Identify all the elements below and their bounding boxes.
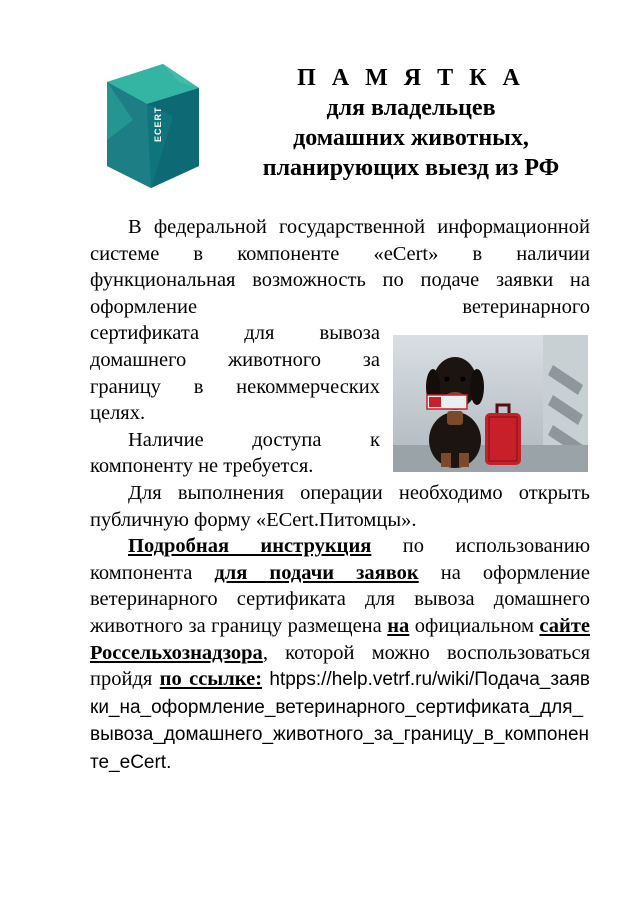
memo-subtitle-line-3: планирующих выезд из РФ bbox=[262, 155, 560, 181]
paragraph-1-continued: сертификата для вывоза домашнего животного за границу в некоммерческих целях. bbox=[90, 322, 380, 425]
paragraph-4-text-3: официальном bbox=[409, 614, 540, 637]
paragraph-3: Для выполнения операции необходимо открыть публичную форму «ECert.Питомцы». bbox=[90, 481, 590, 531]
memo-body bbox=[90, 214, 590, 776]
paragraph-4-text-4: , которой можно воспользоваться пройдя bbox=[90, 641, 590, 691]
ecert-cube-icon bbox=[103, 60, 199, 190]
memo-header bbox=[232, 63, 590, 183]
memo-title: П А М Я Т К А bbox=[297, 65, 525, 91]
rosselkhoznadzor-site-link[interactable]: сайте Россельхознадзора bbox=[90, 614, 590, 664]
memo-subtitle-line-2: домашних животных, bbox=[293, 125, 529, 151]
instruction-url[interactable]: htpps://help.vetrf.ru/wiki/Подача_заявки_на_оформление_ветеринарного_сертификата_для_вывоза_домашнего_животного_за_границу_в_компоненте_eCert. bbox=[90, 669, 590, 773]
paragraph-4 bbox=[90, 533, 590, 776]
on-link[interactable]: на bbox=[387, 614, 410, 637]
paragraph-1: В федеральной государственной информационной системе в компоненте «eCert» в наличии функциональная возможность по подаче заявки на оформление ветеринарного bbox=[90, 216, 590, 318]
logo-text: ECERT bbox=[153, 106, 163, 142]
by-link-label[interactable]: по ссылке: bbox=[159, 668, 263, 691]
ecert-logo bbox=[103, 60, 199, 190]
paragraph-4-text-2: на оформление ветеринарного сертификата для вывоза домашнего животного за границу размещена bbox=[90, 561, 590, 637]
instruction-link[interactable]: Подробная инструкция bbox=[128, 535, 372, 558]
applications-link[interactable]: для подачи заявок bbox=[214, 561, 419, 584]
paragraph-2: Наличие доступа к компоненту не требуется. bbox=[90, 428, 380, 478]
memo-subtitle-line-1: для владельцев bbox=[326, 95, 496, 121]
paragraph-4-text-1: по использованию компонента bbox=[90, 535, 591, 584]
